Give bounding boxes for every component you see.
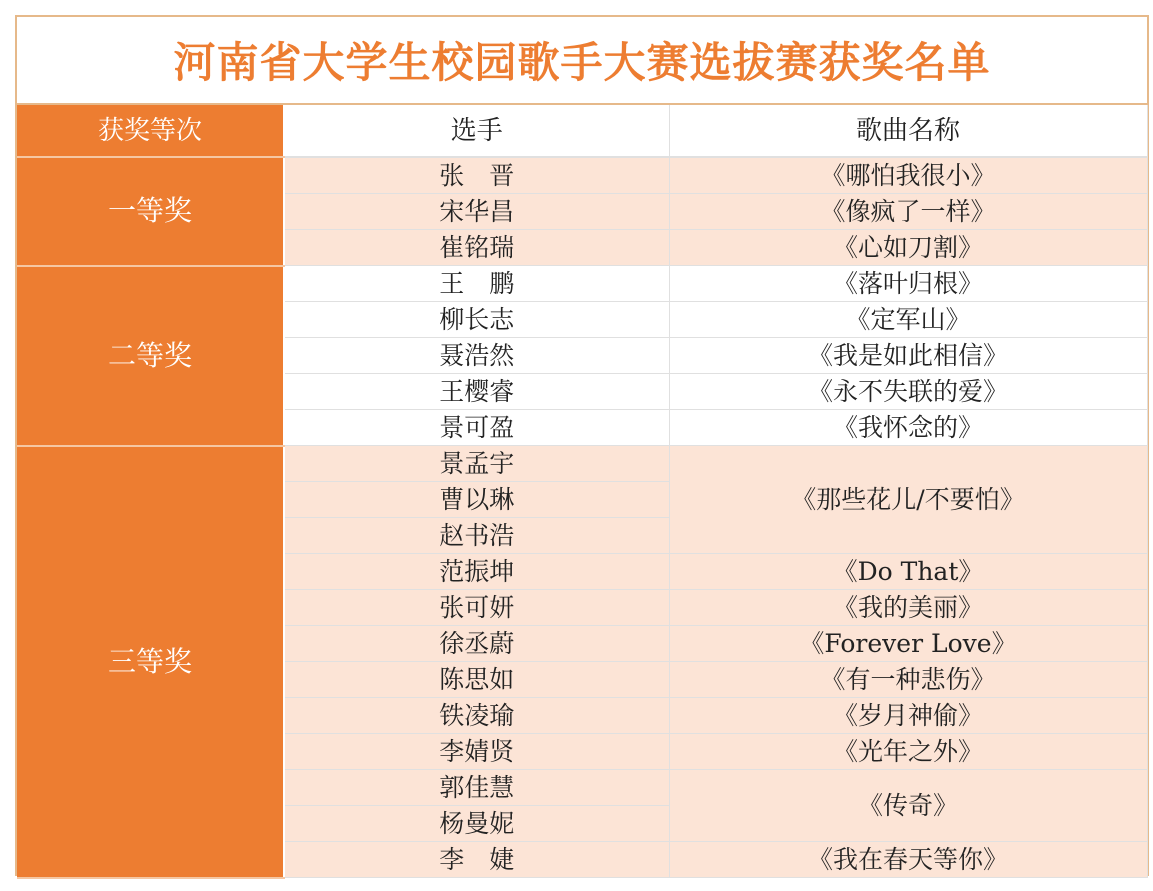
song-cell: 《定军山》 (669, 302, 1147, 338)
header-award-level: 获奖等次 (17, 105, 284, 157)
song-cell: 《哪怕我很小》 (669, 157, 1147, 194)
song-cell: 《像疯了一样》 (669, 194, 1147, 230)
song-cell: 《永不失联的爱》 (669, 374, 1147, 410)
song-cell: 《岁月神偷》 (669, 698, 1147, 734)
singer-cell: 王樱睿 (284, 374, 669, 410)
song-cell: 《Do That》 (669, 554, 1147, 590)
singer-cell: 宋华昌 (284, 194, 669, 230)
header-song: 歌曲名称 (669, 105, 1147, 157)
singer-cell: 李婧贤 (284, 734, 669, 770)
song-cell: 《心如刀割》 (669, 230, 1147, 266)
singer-cell: 王 鹏 (284, 266, 669, 302)
singer-cell: 郭佳慧 (284, 770, 669, 806)
award-level-first: 一等奖 (17, 157, 284, 266)
song-cell: 《传奇》 (669, 770, 1147, 842)
award-level-third: 三等奖 (17, 446, 284, 878)
award-table (17, 105, 1148, 879)
song-cell: 《我是如此相信》 (669, 338, 1147, 374)
table-row (17, 446, 1147, 482)
singer-cell: 张 晋 (284, 157, 669, 194)
table-row (17, 266, 1147, 302)
table-header-row (17, 105, 1147, 157)
song-cell: 《我怀念的》 (669, 410, 1147, 446)
singer-cell: 徐丞蔚 (284, 626, 669, 662)
header-singer: 选手 (284, 105, 669, 157)
song-cell: 《那些花儿/不要怕》 (669, 446, 1147, 554)
award-level-second: 二等奖 (17, 266, 284, 446)
singer-cell: 曹以琳 (284, 482, 669, 518)
song-cell: 《有一种悲伤》 (669, 662, 1147, 698)
singer-cell: 铁凌瑜 (284, 698, 669, 734)
page-title: 河南省大学生校园歌手大赛选拔赛获奖名单 (17, 17, 1147, 105)
award-list-sheet (15, 15, 1149, 876)
singer-cell: 陈思如 (284, 662, 669, 698)
singer-cell: 崔铭瑞 (284, 230, 669, 266)
singer-cell: 范振坤 (284, 554, 669, 590)
singer-cell: 景可盈 (284, 410, 669, 446)
singer-cell: 赵书浩 (284, 518, 669, 554)
singer-cell: 柳长志 (284, 302, 669, 338)
singer-cell: 杨曼妮 (284, 806, 669, 842)
song-cell: 《我的美丽》 (669, 590, 1147, 626)
song-cell: 《Forever Love》 (669, 626, 1147, 662)
singer-cell: 聂浩然 (284, 338, 669, 374)
singer-cell: 张可妍 (284, 590, 669, 626)
table-row (17, 157, 1147, 194)
song-cell: 《我在春天等你》 (669, 842, 1147, 878)
singer-cell: 景孟宇 (284, 446, 669, 482)
singer-cell: 李 婕 (284, 842, 669, 878)
song-cell: 《光年之外》 (669, 734, 1147, 770)
song-cell: 《落叶归根》 (669, 266, 1147, 302)
